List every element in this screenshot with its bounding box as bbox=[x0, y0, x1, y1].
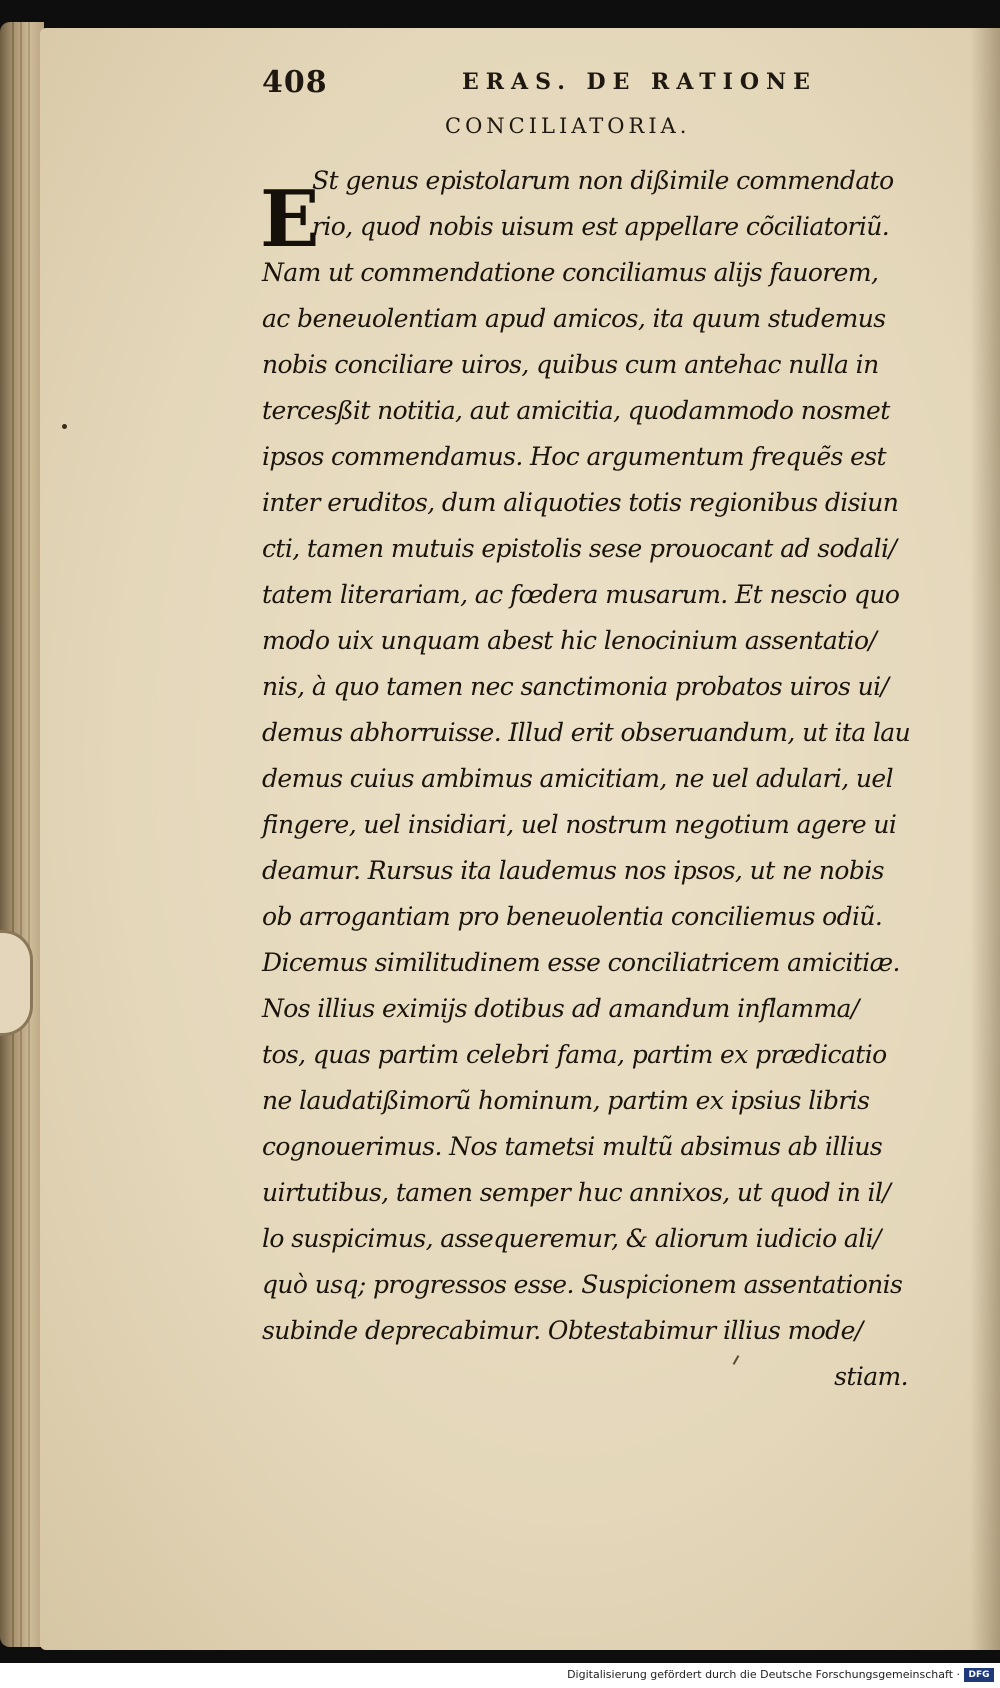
text-line: cognouerimus. Nos tametsi multũ absimus ab illius bbox=[262, 1132, 883, 1161]
text-line: tatem literariam, ac fœdera musarum. Et nescio quo bbox=[262, 580, 900, 609]
text-line: demus abhorruisse. Illud erit obseruandum, ut ita lau bbox=[262, 718, 911, 747]
text-line: Nam ut commendatione conciliamus alijs fauorem, bbox=[262, 258, 879, 287]
text-line: nis, à quo tamen nec sanctimonia probatos uiros ui/ bbox=[262, 672, 889, 701]
text-line: quò usq; progressos esse. Suspicionem assentationis bbox=[262, 1270, 903, 1299]
text-line: ipsos commendamus. Hoc argumentum frequẽs est bbox=[262, 442, 886, 471]
text-line: ob arrogantiam pro beneuolentia conciliemus odiũ. bbox=[262, 902, 883, 931]
book-clasp bbox=[0, 930, 33, 1036]
text-line: subinde deprecabimur. Obtestabimur illius mode/ bbox=[262, 1316, 863, 1345]
dfg-logo-icon: DFG bbox=[964, 1668, 994, 1682]
text-line: Nos illius eximijs dotibus ad amandum inflamma/ bbox=[262, 994, 859, 1023]
text-line: St genus epistolarum non dißimile commendato bbox=[312, 166, 894, 195]
digitization-footer bbox=[0, 1663, 1000, 1688]
section-title: CONCILIATORIA. bbox=[445, 114, 691, 138]
drop-cap: E bbox=[260, 174, 320, 265]
running-head: ERAS. DE RATIONE bbox=[462, 69, 817, 95]
text-line: demus cuius ambimus amicitiam, ne uel adulari, uel bbox=[262, 764, 894, 793]
page-number: 408 bbox=[262, 65, 328, 100]
text-line: Dicemus similitudinem esse conciliatricem amicitiæ. bbox=[262, 948, 900, 977]
text-line: modo uix unquam abest hic lenocinium assentatio/ bbox=[262, 626, 877, 655]
text-line: nobis conciliare uiros, quibus cum antehac nulla in bbox=[262, 350, 879, 379]
ink-spot bbox=[62, 424, 67, 429]
text-line: tercesßit notitia, aut amicitia, quodammodo nosmet bbox=[262, 396, 890, 425]
text-line: lo suspicimus, assequeremur, & aliorum iudicio ali/ bbox=[262, 1224, 881, 1253]
text-line: fingere, uel insidiari, uel nostrum negotium agere ui bbox=[262, 810, 897, 839]
funding-credit: Digitalisierung gefördert durch die Deutsche Forschungsgemeinschaft · bbox=[567, 1668, 960, 1681]
text-line: rio, quod nobis uisum est appellare cõciliatoriũ. bbox=[312, 212, 890, 241]
text-line: ne laudatißimorũ hominum, partim ex ipsius libris bbox=[262, 1086, 870, 1115]
text-line: inter eruditos, dum aliquoties totis regionibus disiun bbox=[262, 488, 899, 517]
text-line: deamur. Rursus ita laudemus nos ipsos, ut ne nobis bbox=[262, 856, 884, 885]
text-line: uirtutibus, tamen semper huc annixos, ut quod in il/ bbox=[262, 1178, 891, 1207]
catchword: stiam. bbox=[834, 1362, 908, 1391]
text-line: ac beneuolentiam apud amicos, ita quum studemus bbox=[262, 304, 886, 333]
page-header bbox=[262, 65, 902, 105]
text-line: cti, tamen mutuis epistolis sese prouocant ad sodali/ bbox=[262, 534, 897, 563]
page-stack-edge bbox=[0, 22, 44, 1647]
text-line: tos, quas partim celebri fama, partim ex prædicatio bbox=[262, 1040, 887, 1069]
body-text bbox=[262, 158, 922, 1400]
